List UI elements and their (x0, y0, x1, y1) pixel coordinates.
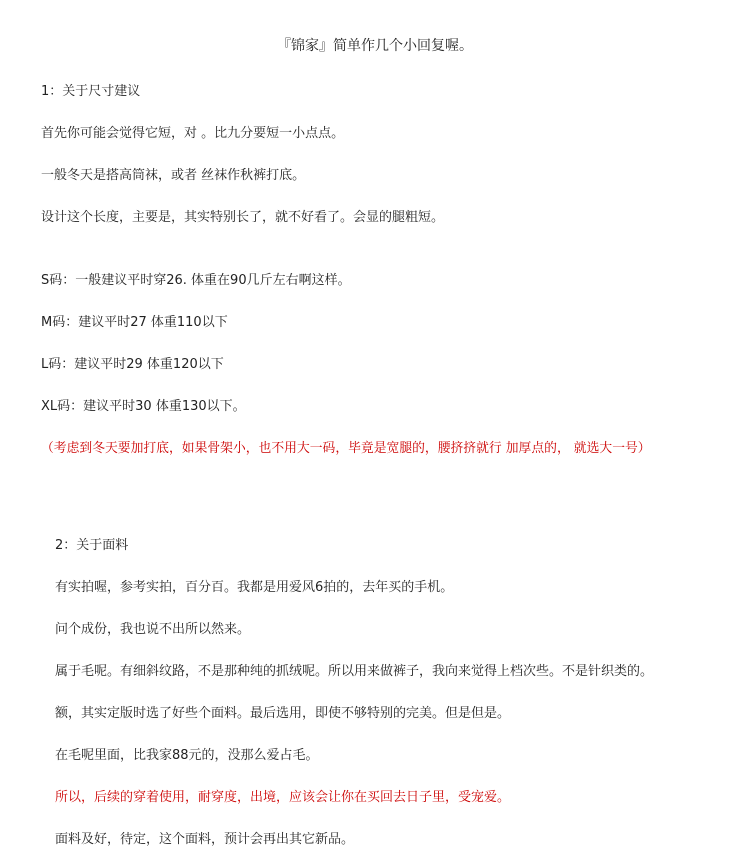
section2-paragraph-4: 额，其实定版时选了好些个面料。最后选用，即使不够特别的完美。但是但是。 (55, 706, 511, 721)
section2-highlight: 所以，后续的穿着使用，耐穿度，出境，应该会让你在买回去日子里，受宠爱。 (55, 790, 511, 805)
post-title: 『锦家』简单作几个小回复喔。 (277, 38, 473, 54)
section2-paragraph-1: 有实拍喔，参考实拍，百分百。我都是用爱风6拍的，去年买的手机。 (55, 580, 454, 595)
section1-paragraph-1: 首先你可能会觉得它短，对 。比九分要短一小点点。 (41, 126, 345, 141)
size-l: L码：建议平时29 体重120以下 (41, 357, 224, 372)
size-xl: XL码：建议平时30 体重130以下。 (41, 399, 246, 414)
section2-paragraph-2: 问个成份，我也说不出所以然来。 (55, 622, 251, 637)
section1-paragraph-3: 设计这个长度，主要是，其实特别长了，就不好看了。会显的腿粗短。 (41, 210, 445, 225)
section1-paragraph-2: 一般冬天是搭高筒袜，或者 丝袜作秋裤打底。 (41, 168, 306, 183)
size-note: （考虑到冬天要加打底，如果骨架小，也不用大一码，毕竟是宽腿的，腰挤挤就行 加厚点的， 就选大一号） (41, 441, 651, 456)
size-s: S码：一般建议平时穿26. 体重在90几斤左右啊这样。 (41, 273, 351, 288)
section2-paragraph-5: 在毛呢里面，比我家88元的，没那么爱占毛。 (55, 748, 319, 763)
section2-paragraph-3: 属于毛呢。有细斜纹路，不是那种纯的抓绒呢。所以用来做裤子，我向来觉得上档次些。不是针织类的。 (55, 664, 654, 679)
section2-heading: 2：关于面料 (55, 538, 129, 553)
section2-last: 面料及好，待定，这个面料，预计会再出其它新品。 (55, 832, 355, 847)
section1-heading: 1：关于尺寸建议 (41, 84, 141, 99)
size-m: M码：建议平时27 体重110以下 (41, 315, 228, 330)
